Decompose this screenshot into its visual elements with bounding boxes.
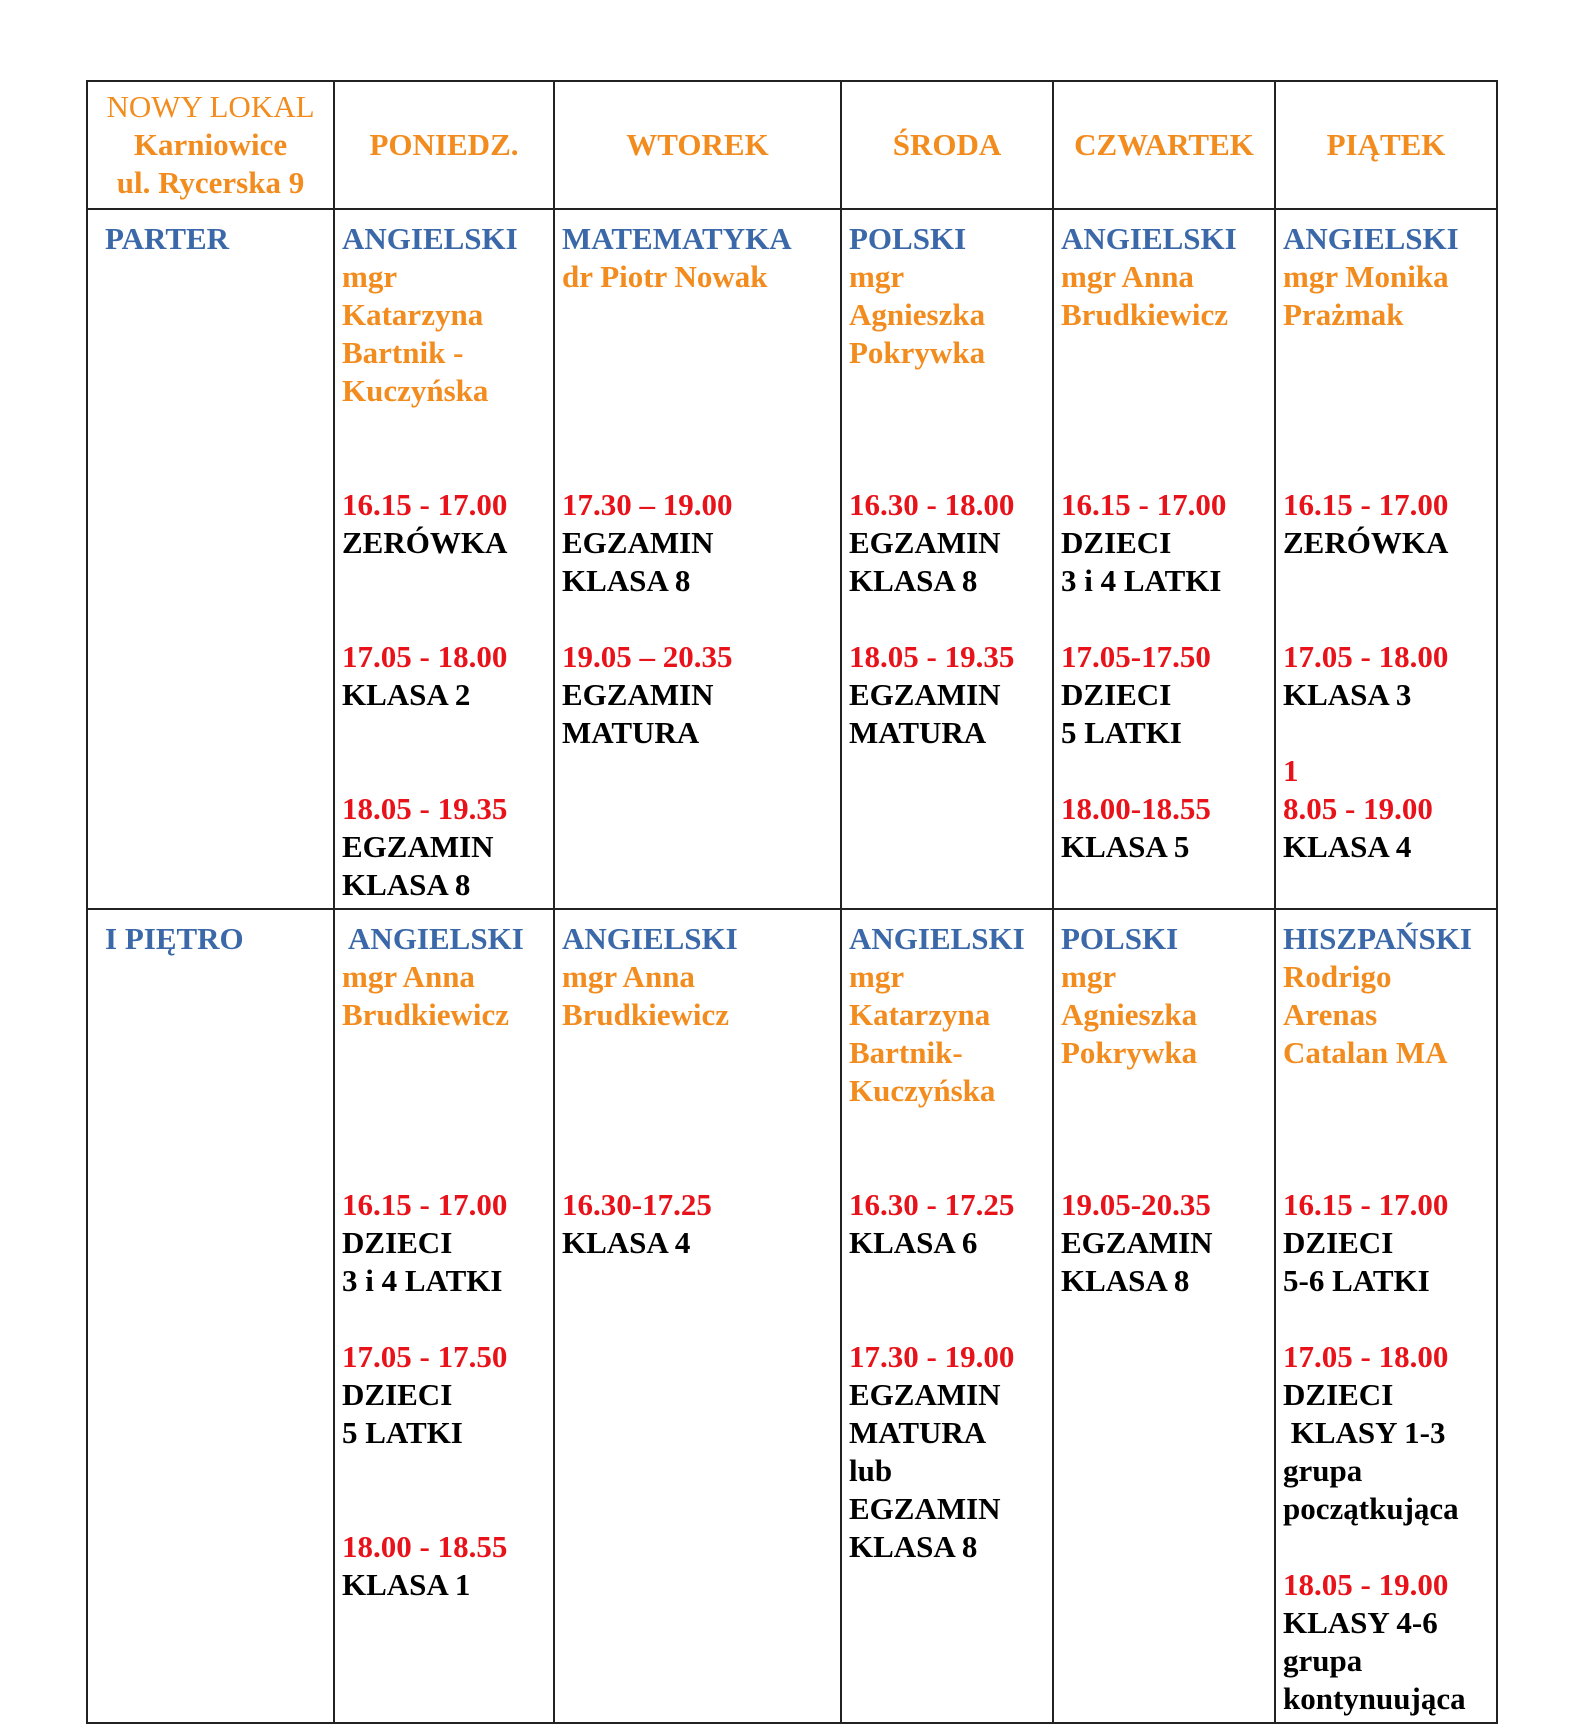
day-thursday: CZWARTEK bbox=[1053, 81, 1275, 209]
floor-label: PARTER bbox=[87, 209, 334, 909]
subject: ANGIELSKI bbox=[342, 221, 518, 256]
group-line: KLASA 2 bbox=[342, 677, 471, 712]
teacher-line: Rodrigo bbox=[1283, 959, 1392, 994]
time-slot: 16.15 - 17.00 bbox=[1061, 487, 1227, 522]
schedule-cell bbox=[841, 909, 1053, 1723]
group-line: KLASA 8 bbox=[849, 563, 978, 598]
subject: POLSKI bbox=[1061, 921, 1179, 956]
group-line: grupa bbox=[1283, 1453, 1363, 1488]
group-line: ZERÓWKA bbox=[1283, 525, 1449, 560]
group-line: KLASA 3 bbox=[1283, 677, 1412, 712]
time-slot: 16.30-17.25 bbox=[562, 1187, 712, 1222]
teacher-line: Pokrywka bbox=[1061, 1035, 1198, 1070]
teacher-line: Pokrywka bbox=[849, 335, 986, 370]
time-slot: 17.05 - 17.50 bbox=[342, 1339, 508, 1374]
schedule-cell bbox=[334, 209, 554, 909]
group-line: EGZAMIN bbox=[1061, 1225, 1213, 1260]
group-line: 3 i 4 LATKI bbox=[342, 1263, 503, 1298]
schedule-cell bbox=[1275, 209, 1497, 909]
group-line: 5-6 LATKI bbox=[1283, 1263, 1430, 1298]
schedule-cell bbox=[841, 209, 1053, 909]
floor-row-first bbox=[87, 909, 1497, 1723]
group-line: EGZAMIN bbox=[562, 525, 714, 560]
time-slot: 18.05 - 19.35 bbox=[342, 791, 508, 826]
group-line: KLASY 4-6 bbox=[1283, 1605, 1438, 1640]
day-tuesday: WTOREK bbox=[554, 81, 841, 209]
time-slot: 18.05 - 19.35 bbox=[849, 639, 1015, 674]
time-slot: 17.05 - 18.00 bbox=[342, 639, 508, 674]
header-row bbox=[87, 81, 1497, 209]
schedule-cell bbox=[1275, 909, 1497, 1723]
time-slot: 16.30 - 18.00 bbox=[849, 487, 1015, 522]
teacher-line: Bartnik - bbox=[342, 335, 464, 370]
group-line: grupa bbox=[1283, 1643, 1363, 1678]
group-line: lub bbox=[849, 1453, 893, 1488]
schedule-cell bbox=[334, 909, 554, 1723]
subject: ANGIELSKI bbox=[1061, 221, 1237, 256]
teacher-line: mgr bbox=[849, 959, 905, 994]
venue-cell bbox=[87, 81, 334, 209]
group-line: 5 LATKI bbox=[1061, 715, 1182, 750]
group-line: kontynuująca bbox=[1283, 1681, 1466, 1716]
time-slot: 16.15 - 17.00 bbox=[342, 1187, 508, 1222]
group-line: DZIECI bbox=[342, 1225, 453, 1260]
floor-row-parter bbox=[87, 209, 1497, 909]
schedule-table bbox=[86, 80, 1498, 1724]
group-line: DZIECI bbox=[1061, 677, 1172, 712]
group-line: DZIECI bbox=[1283, 1377, 1394, 1412]
venue-line-2: Karniowice bbox=[133, 127, 288, 162]
subject: ANGIELSKI bbox=[849, 921, 1025, 956]
group-line: DZIECI bbox=[1061, 525, 1172, 560]
group-line: EGZAMIN bbox=[562, 677, 714, 712]
group-line: DZIECI bbox=[342, 1377, 453, 1412]
group-line: KLASA 4 bbox=[1283, 829, 1412, 864]
teacher-line: mgr Anna bbox=[342, 959, 475, 994]
subject: ANGIELSKI bbox=[1283, 221, 1459, 256]
day-wednesday: ŚRODA bbox=[841, 81, 1053, 209]
teacher-line: Brudkiewicz bbox=[562, 997, 730, 1032]
group-line: EGZAMIN bbox=[849, 677, 1001, 712]
teacher-line: Katarzyna bbox=[849, 997, 991, 1032]
teacher-line: Kuczyńska bbox=[342, 373, 489, 408]
schedule-cell bbox=[554, 909, 841, 1723]
group-line: 5 LATKI bbox=[342, 1415, 463, 1450]
group-line: KLASA 8 bbox=[562, 563, 691, 598]
time-slot: 19.05 – 20.35 bbox=[562, 639, 733, 674]
group-line: KLASA 4 bbox=[562, 1225, 691, 1260]
teacher-line: Kuczyńska bbox=[849, 1073, 996, 1108]
group-line: KLASA 8 bbox=[342, 867, 471, 902]
teacher-line: Arenas bbox=[1283, 997, 1378, 1032]
time-slot: 16.15 - 17.00 bbox=[1283, 487, 1449, 522]
group-line: KLASA 1 bbox=[342, 1567, 471, 1602]
teacher-line: Agnieszka bbox=[1061, 997, 1198, 1032]
subject: HISZPAŃSKI bbox=[1283, 921, 1472, 956]
teacher-line: mgr Anna bbox=[562, 959, 695, 994]
group-line: KLASA 8 bbox=[1061, 1263, 1190, 1298]
time-slot: 18.00-18.55 bbox=[1061, 791, 1211, 826]
teacher-line: Bartnik- bbox=[849, 1035, 963, 1070]
subject: ANGIELSKI bbox=[342, 921, 524, 956]
teacher-line: Brudkiewicz bbox=[342, 997, 510, 1032]
group-line: EGZAMIN bbox=[849, 525, 1001, 560]
teacher-line: Catalan MA bbox=[1283, 1035, 1448, 1070]
time-slot: 18.00 - 18.55 bbox=[342, 1529, 508, 1564]
time-slot: 17.05-17.50 bbox=[1061, 639, 1211, 674]
group-line: KLASA 8 bbox=[849, 1529, 978, 1564]
group-line: ZERÓWKA bbox=[342, 525, 508, 560]
schedule-cell bbox=[1053, 209, 1275, 909]
group-line: KLASA 5 bbox=[1061, 829, 1190, 864]
group-line: MATURA bbox=[849, 715, 987, 750]
teacher-line: Brudkiewicz bbox=[1061, 297, 1229, 332]
subject: POLSKI bbox=[849, 221, 967, 256]
group-line: EGZAMIN bbox=[342, 829, 494, 864]
teacher-line: mgr Anna bbox=[1061, 259, 1194, 294]
time-slot: 17.30 – 19.00 bbox=[562, 487, 733, 522]
schedule-cell bbox=[554, 209, 841, 909]
time-slot: 17.30 - 19.00 bbox=[849, 1339, 1015, 1374]
teacher-line: mgr bbox=[849, 259, 905, 294]
teacher-line: mgr Monika bbox=[1283, 259, 1449, 294]
floor-label: I PIĘTRO bbox=[87, 909, 334, 1723]
teacher-line: Agnieszka bbox=[849, 297, 986, 332]
group-line: MATURA bbox=[562, 715, 700, 750]
venue-line-3: ul. Rycerska 9 bbox=[116, 165, 305, 200]
teacher-line: mgr bbox=[342, 259, 398, 294]
time-slot: 8.05 - 19.00 bbox=[1283, 791, 1433, 826]
time-slot: 19.05-20.35 bbox=[1061, 1187, 1211, 1222]
day-friday: PIĄTEK bbox=[1275, 81, 1497, 209]
time-slot-fragment: 1 bbox=[1283, 753, 1299, 788]
teacher-line: Katarzyna bbox=[342, 297, 484, 332]
schedule-cell bbox=[1053, 909, 1275, 1723]
group-line: początkująca bbox=[1283, 1491, 1459, 1526]
time-slot: 18.05 - 19.00 bbox=[1283, 1567, 1449, 1602]
time-slot: 17.05 - 18.00 bbox=[1283, 639, 1449, 674]
time-slot: 16.30 - 17.25 bbox=[849, 1187, 1015, 1222]
group-line: DZIECI bbox=[1283, 1225, 1394, 1260]
teacher-line: mgr bbox=[1061, 959, 1117, 994]
group-line: KLASA 6 bbox=[849, 1225, 978, 1260]
group-line: EGZAMIN bbox=[849, 1491, 1001, 1526]
time-slot: 16.15 - 17.00 bbox=[1283, 1187, 1449, 1222]
time-slot: 17.05 - 18.00 bbox=[1283, 1339, 1449, 1374]
subject: ANGIELSKI bbox=[562, 921, 738, 956]
group-line: 3 i 4 LATKI bbox=[1061, 563, 1222, 598]
teacher-line: Prażmak bbox=[1283, 297, 1404, 332]
time-slot: 16.15 - 17.00 bbox=[342, 487, 508, 522]
group-line: MATURA bbox=[849, 1415, 987, 1450]
subject: MATEMATYKA bbox=[562, 221, 792, 256]
venue-line-1: NOWY LOKAL bbox=[106, 89, 315, 124]
day-monday: PONIEDZ. bbox=[334, 81, 554, 209]
group-line: EGZAMIN bbox=[849, 1377, 1001, 1412]
group-line: KLASY 1-3 bbox=[1283, 1415, 1446, 1450]
teacher-line: dr Piotr Nowak bbox=[562, 259, 768, 294]
